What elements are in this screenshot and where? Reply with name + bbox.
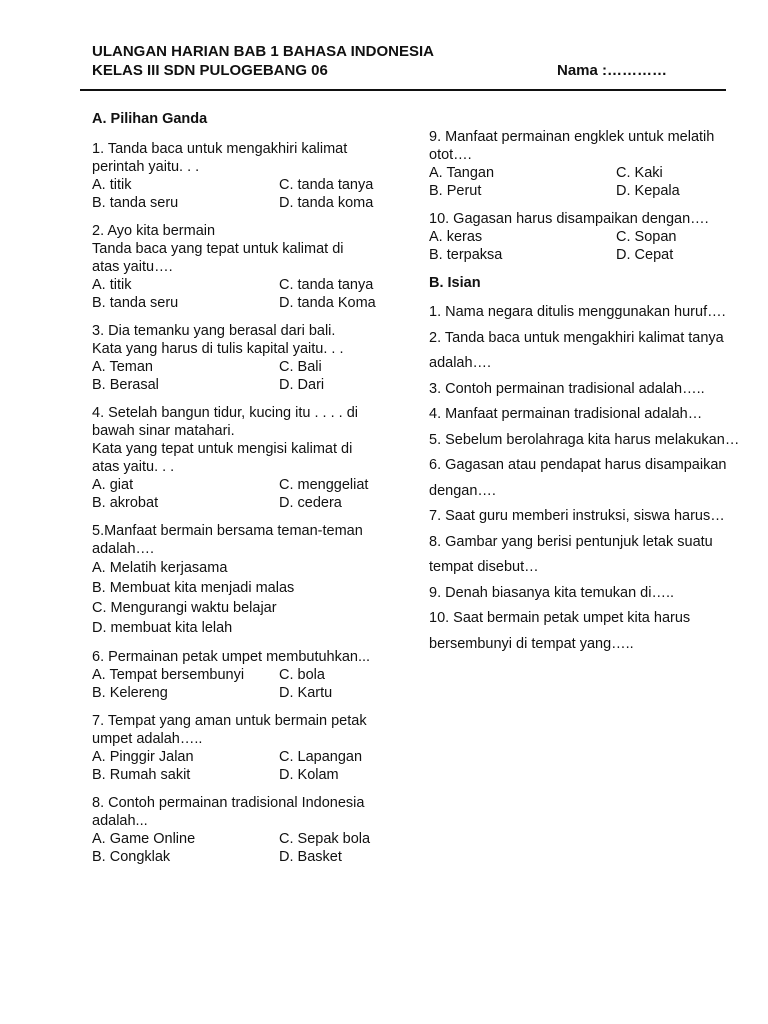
answer-option: C. Kaki xyxy=(616,165,663,181)
answer-option: C. Sopan xyxy=(616,229,677,245)
section-a-title: A. Pilihan Ganda xyxy=(92,111,208,127)
answer-option: D. Kepala xyxy=(616,183,680,199)
answer-options xyxy=(92,176,412,212)
answer-option: D. Kartu xyxy=(279,685,333,701)
answer-options xyxy=(429,228,768,264)
answer-option: B. akrobat xyxy=(92,495,159,511)
answer-option: B. terpaksa xyxy=(429,247,503,263)
question-text-line: 1. Tanda baca untuk mengakhiri kalimat xyxy=(92,141,348,157)
section-b-title: B. Isian xyxy=(429,275,481,291)
question-8 xyxy=(92,794,412,866)
question-text-line: Kata yang harus di tulis kapital yaitu. . . xyxy=(92,341,344,357)
question-4 xyxy=(92,404,412,512)
question-7 xyxy=(92,712,412,784)
answer-option: C. Lapangan xyxy=(279,749,363,765)
answer-option: C. Mengurangi waktu belajar xyxy=(92,600,277,616)
answer-option: A. Tempat bersembunyi xyxy=(92,667,245,683)
worksheet-header xyxy=(92,42,728,80)
fill-in-line: 4. Manfaat permainan tradisional adalah… xyxy=(429,406,703,422)
question-text-line: 10. Gagasan harus disampaikan dengan…. xyxy=(429,211,709,227)
answer-option: D. Dari xyxy=(279,377,325,393)
section-b xyxy=(429,274,768,657)
question-9 xyxy=(429,128,768,200)
answer-options xyxy=(92,358,412,394)
answer-option: B. Perut xyxy=(429,183,482,199)
question-text-line: otot…. xyxy=(429,147,472,163)
question-text-line: 4. Setelah bangun tidur, kucing itu . . . . di xyxy=(92,405,359,421)
answer-options xyxy=(92,558,412,638)
answer-option: B. tanda seru xyxy=(92,295,179,311)
class-name: KELAS III SDN PULOGEBANG 06 xyxy=(92,62,328,79)
question-text-line: perintah yaitu. . . xyxy=(92,159,200,175)
question-text-line: atas yaitu. . . xyxy=(92,459,175,475)
question-text-line: bawah sinar matahari. xyxy=(92,423,235,439)
answer-options xyxy=(92,476,412,512)
answer-options xyxy=(92,748,412,784)
answer-option: B. Rumah sakit xyxy=(92,767,191,783)
answer-option: A. Melatih kerjasama xyxy=(92,560,228,576)
answer-option: B. Kelereng xyxy=(92,685,168,701)
answer-option: C. bola xyxy=(279,667,325,683)
class-line xyxy=(92,61,728,80)
answer-option: B. Berasal xyxy=(92,377,159,393)
answer-options xyxy=(92,276,412,312)
answer-option: D. cedera xyxy=(279,495,342,511)
fill-in-line: 9. Denah biasanya kita temukan di….. xyxy=(429,584,675,601)
question-text-line: 3. Dia temanku yang berasal dari bali. xyxy=(92,323,336,339)
fill-in-line: adalah…. xyxy=(429,355,492,371)
question-text-line: 5.Manfaat bermain bersama teman-teman xyxy=(92,523,363,539)
answer-option: A. Tangan xyxy=(429,165,495,181)
answer-option: D. tanda Koma xyxy=(279,295,376,311)
question-text-line: 2. Ayo kita bermain xyxy=(92,223,216,239)
question-text-line: atas yaitu…. xyxy=(92,259,173,275)
answer-option: A. Teman xyxy=(92,359,153,375)
question-2 xyxy=(92,222,412,312)
answer-option: A. titik xyxy=(92,277,132,293)
answer-option: A. keras xyxy=(429,229,483,245)
question-text-line: umpet adalah….. xyxy=(92,731,203,747)
name-field: Nama :………… xyxy=(557,62,668,79)
question-text-line: Kata yang tepat untuk mengisi kalimat di xyxy=(92,441,353,457)
question-10 xyxy=(429,210,768,264)
question-text-line: adalah…. xyxy=(92,541,155,557)
fill-in-line: 7. Saat guru memberi instruksi, siswa harus… xyxy=(429,508,725,524)
answer-options xyxy=(92,666,412,702)
answer-option: C. tanda tanya xyxy=(279,177,374,193)
answer-option: A. titik xyxy=(92,177,132,193)
fill-in-line: tempat disebut… xyxy=(429,559,539,575)
answer-option: D. membuat kita lelah xyxy=(92,620,233,636)
answer-option: A. Game Online xyxy=(92,831,196,847)
answer-option: D. Kolam xyxy=(279,767,339,783)
answer-option: A. giat xyxy=(92,477,134,493)
question-6 xyxy=(92,648,412,702)
exam-title: ULANGAN HARIAN BAB 1 BAHASA INDONESIA xyxy=(92,43,434,60)
question-text-line: 8. Contoh permainan tradisional Indonesia xyxy=(92,795,365,811)
answer-option: C. Sepak bola xyxy=(279,831,371,847)
question-text-line: 7. Tempat yang aman untuk bermain petak xyxy=(92,713,367,729)
fill-in-line: 1. Nama negara ditulis menggunakan huruf…. xyxy=(429,304,726,320)
question-3 xyxy=(92,322,412,394)
question-text-line: adalah... xyxy=(92,813,148,829)
answer-option: B. tanda seru xyxy=(92,195,179,211)
answer-option: B. Membuat kita menjadi malas xyxy=(92,580,295,596)
answer-option: D. Cepat xyxy=(616,247,674,263)
answer-option: D. tanda koma xyxy=(279,195,374,211)
fill-in-line: 10. Saat bermain petak umpet kita harus xyxy=(429,610,691,626)
answer-option: D. Basket xyxy=(279,849,342,865)
answer-option: B. Congklak xyxy=(92,849,171,865)
question-text-line: Tanda baca yang tepat untuk kalimat di xyxy=(92,241,344,257)
fill-in-line: 2. Tanda baca untuk mengakhiri kalimat tanya xyxy=(429,329,724,346)
answer-option: C. Bali xyxy=(279,359,322,375)
answer-option: C. tanda tanya xyxy=(279,277,374,293)
fill-in-line: dengan…. xyxy=(429,482,496,499)
header-divider xyxy=(80,89,726,91)
fill-in-line: 8. Gambar yang berisi pentunjuk letak suatu xyxy=(429,533,713,550)
question-text-line: 9. Manfaat permainan engklek untuk melatih xyxy=(429,129,715,145)
left-column xyxy=(92,110,412,876)
fill-in-line: 3. Contoh permainan tradisional adalah….. xyxy=(429,380,705,397)
right-column xyxy=(429,128,768,657)
question-1 xyxy=(92,140,412,212)
answer-options xyxy=(429,164,768,200)
question-text-line: 6. Permainan petak umpet membutuhkan... xyxy=(92,649,371,665)
fill-in-line: 6. Gagasan atau pendapat harus disampaikan xyxy=(429,457,727,473)
fill-in-line: bersembunyi di tempat yang….. xyxy=(429,635,634,652)
answer-option: A. Pinggir Jalan xyxy=(92,749,194,765)
question-5 xyxy=(92,522,412,638)
answer-option: C. menggeliat xyxy=(279,477,369,493)
answer-options xyxy=(92,830,412,866)
fill-in-line: 5. Sebelum berolahraga kita harus melakukan… xyxy=(429,431,740,448)
